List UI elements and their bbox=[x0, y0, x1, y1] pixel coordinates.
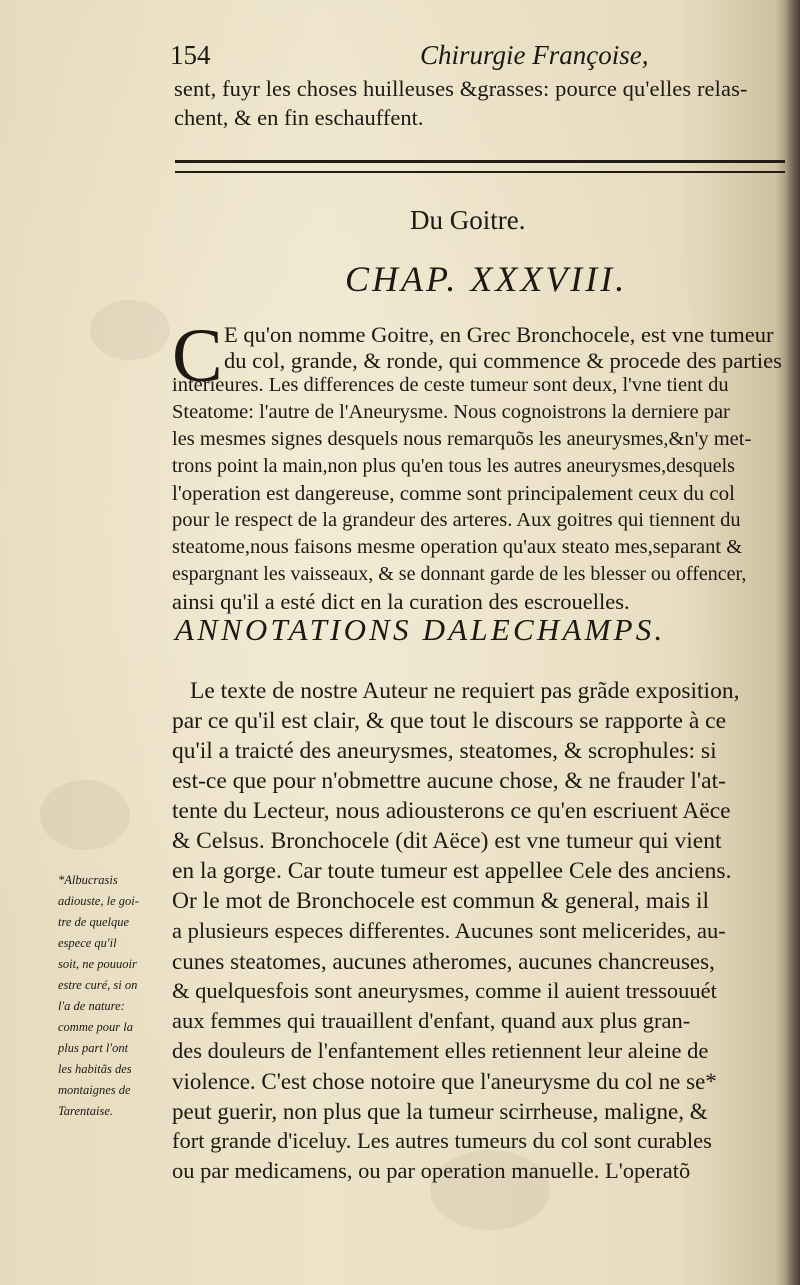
intro-line: chent, & en fin eschauffent. bbox=[174, 105, 424, 130]
annotation-line: violence. C'est chose notoire que l'aneurysme du col ne se* bbox=[172, 1069, 717, 1094]
intro-line: sent, fuyr les choses huilleuses &grasses: pource qu'elles relas- bbox=[174, 76, 748, 101]
marginal-note-line: plus part l'ont bbox=[58, 1041, 129, 1055]
chapter-line: ainsi qu'il a esté dict en la curation des escrouelles. bbox=[172, 589, 630, 614]
marginal-note-line: *Albucrasis bbox=[58, 873, 118, 887]
chapter-heading: CHAP. XXXVIII. bbox=[345, 259, 628, 299]
chapter-line: espargnant les vaisseaux, & se donnant garde de les blesser ou offencer, bbox=[172, 563, 747, 585]
annotation-line: fort grande d'iceluy. Les autres tumeurs du col sont curables bbox=[172, 1128, 712, 1153]
annotation-line: des douleurs de l'enfantement elles retiennent leur aleine de bbox=[172, 1038, 709, 1063]
chapter-line: steatome,nous faisons mesme operation qu'aux steato mes,separant & bbox=[172, 536, 743, 558]
marginal-note-line: l'a de nature: bbox=[58, 999, 125, 1013]
annotation-line: aux femmes qui trauaillent d'enfant, quand aux plus gran- bbox=[172, 1008, 691, 1033]
annotation-line: par ce qu'il est clair, & que tout le discours se rapporte à ce bbox=[172, 708, 727, 734]
annotation-line: ou par medicamens, ou par operation manuelle. L'operatõ bbox=[172, 1158, 691, 1183]
annotations-heading: ANNOTATIONS DALECHAMPS. bbox=[175, 612, 666, 647]
drop-cap: C bbox=[172, 314, 223, 398]
running-head: Chirurgie Françoise, bbox=[420, 40, 649, 70]
marginal-note-line: soit, ne pouuoir bbox=[58, 957, 137, 971]
section-title: Du Goitre. bbox=[410, 205, 526, 235]
annotation-line: est-ce que pour n'obmettre aucune chose, & ne frauder l'at- bbox=[172, 768, 726, 794]
marginal-note-line: tre de quelque bbox=[58, 915, 130, 929]
annotation-line: qu'il a traicté des aneurysmes, steatomes, & scrophules: si bbox=[172, 738, 717, 764]
page-number: 154 bbox=[170, 40, 211, 70]
annotation-line: tente du Lecteur, nous adiousterons ce qu'en escriuent Aëce bbox=[172, 798, 731, 824]
annotation-line: en la gorge. Car toute tumeur est appellee Cele des anciens. bbox=[172, 858, 732, 884]
marginal-note-line: estre curé, si on bbox=[58, 978, 138, 992]
marginal-note-line: Tarentaise. bbox=[58, 1104, 113, 1118]
annotation-line: Or le mot de Bronchocele est commun & general, mais il bbox=[172, 888, 710, 914]
annotation-line: Le texte de nostre Auteur ne requiert pas grãde exposition, bbox=[190, 678, 740, 704]
page-edge-shadow bbox=[786, 0, 800, 1285]
annotation-line: cunes steatomes, aucunes atheromes, aucunes chancreuses, bbox=[172, 949, 715, 974]
paper-stain bbox=[40, 780, 130, 850]
annotation-line: a plusieurs especes differentes. Aucunes sont melicerides, au- bbox=[172, 918, 726, 943]
marginal-note-line: adiouste, le goi- bbox=[58, 894, 139, 908]
paper-stain bbox=[90, 300, 170, 360]
page-header bbox=[170, 40, 780, 76]
marginal-note-line: espece qu'il bbox=[58, 936, 117, 950]
chapter-line: du col, grande, & ronde, qui commence & procede des parties bbox=[224, 348, 782, 373]
annotation-line: peut guerir, non plus que la tumeur scirrheuse, maligne, & bbox=[172, 1099, 708, 1124]
marginal-note bbox=[58, 870, 170, 1122]
chapter-line: E qu'on nomme Goitre, en Grec Bronchocele, est vne tumeur bbox=[224, 322, 774, 347]
chapter-line: pour le respect de la grandeur des arteres. Aux goitres qui tiennent du bbox=[172, 509, 741, 531]
annotation-line: & quelquesfois sont aneurysmes, comme il auient tressouuét bbox=[172, 978, 717, 1003]
chapter-line: les mesmes signes desquels nous remarquõs les aneurysmes,&n'y met- bbox=[172, 428, 752, 450]
marginal-note-line: montaignes de bbox=[58, 1083, 131, 1097]
marginal-note-line: les habitãs des bbox=[58, 1062, 132, 1076]
marginal-note-line: comme pour la bbox=[58, 1020, 133, 1034]
chapter-line: trons point la main,non plus qu'en tous les autres aneurysmes,desquels bbox=[172, 455, 735, 477]
ornamental-rule bbox=[175, 160, 785, 173]
chapter-line: l'operation est dangereuse, comme sont principalement ceux du col bbox=[172, 481, 736, 505]
annotation-line: & Celsus. Bronchocele (dit Aëce) est vne tumeur qui vient bbox=[172, 828, 722, 854]
chapter-line: Steatome: l'autre de l'Aneurysme. Nous cognoistrons la derniere par bbox=[172, 401, 730, 423]
chapter-line: interieures. Les differences de ceste tumeur sont deux, l'vne tient du bbox=[172, 374, 729, 396]
